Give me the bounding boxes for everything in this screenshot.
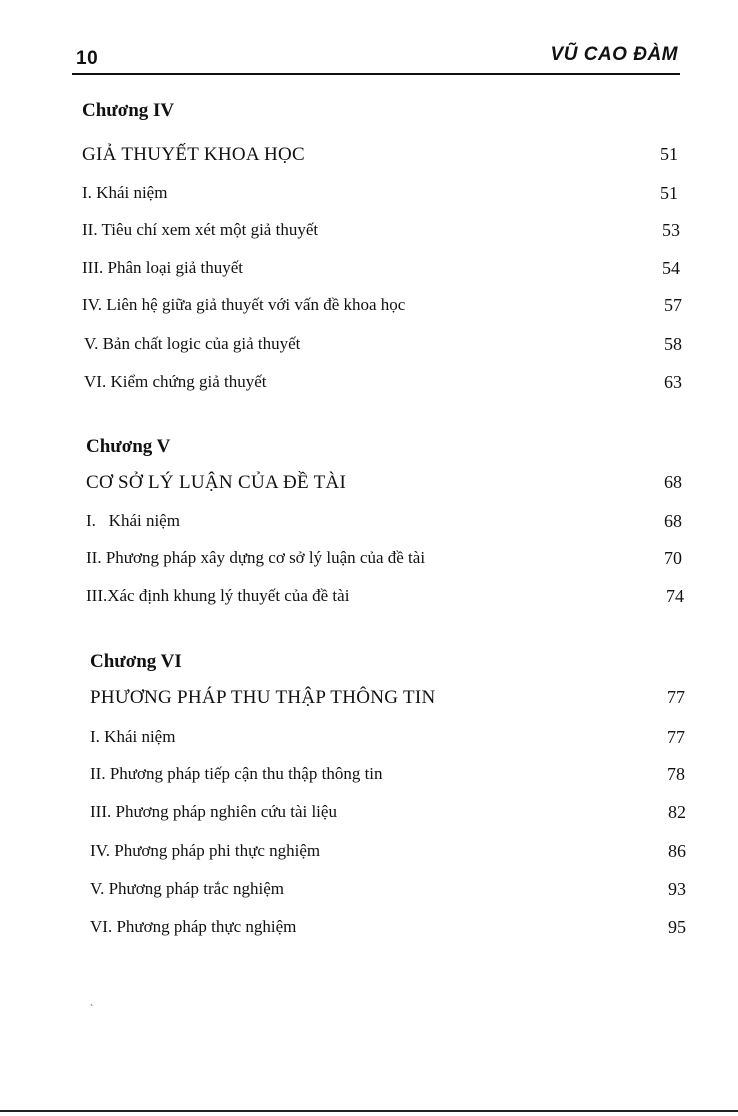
toc-page-number: 68 [664,511,682,531]
toc-page-number: 95 [668,917,686,937]
toc-entry[interactable]: I. Khái niệm 68 [86,511,682,531]
toc-page-number: 54 [662,258,680,278]
toc-entry[interactable]: V. Bản chất logic của giả thuyết 58 [84,334,682,354]
toc-chapter-title[interactable]: GIẢ THUYẾT KHOA HỌC 51 [82,144,678,165]
toc-chapter-title[interactable]: CƠ SỞ LÝ LUẬN CỦA ĐỀ TÀI 68 [86,472,682,493]
toc-entry[interactable]: III. Phân loại giả thuyết 54 [82,258,680,278]
page-bottom-edge [0,1110,738,1112]
chapter-label: Chương IV [82,100,175,121]
running-head-author: VŨ CAO ĐÀM [550,44,678,65]
toc-page-number: 77 [667,727,685,747]
toc-page-number: 82 [668,802,686,822]
toc-page-number: 78 [667,764,685,784]
toc-page-number: 63 [664,372,682,392]
header-rule [72,73,680,75]
toc-entry[interactable]: V. Phương pháp trắc nghiệm 93 [90,879,686,899]
toc-entry[interactable]: IV. Liên hệ giữa giả thuyết với vấn đề khoa học 57 [82,295,682,315]
toc-entry[interactable]: II. Phương pháp xây dựng cơ sở lý luận của đề tài 70 [86,548,682,568]
toc-page-number: 58 [664,334,682,354]
chapter-label: Chương VI [90,651,182,672]
chapter-label: Chương V [86,436,171,457]
toc-entry[interactable]: III. Phương pháp nghiên cứu tài liệu 82 [90,802,686,822]
toc-entry[interactable]: VI. Phương pháp thực nghiệm 95 [90,917,686,937]
toc-page-number: 51 [660,183,678,203]
toc-entry[interactable]: IV. Phương pháp phi thực nghiệm 86 [90,841,686,861]
toc-page-number: 74 [666,586,684,606]
scan-speck: ` [90,1004,94,1015]
toc-page-number: 57 [664,295,682,315]
toc-entry[interactable]: II. Phương pháp tiếp cận thu thập thông tin 78 [90,764,685,784]
toc-page-number: 77 [667,687,685,707]
page-header [0,0,738,80]
toc-page-number: 68 [664,472,682,492]
page-number: 10 [76,48,99,69]
toc-page-number: 93 [668,879,686,899]
toc-page-number: 70 [664,548,682,568]
toc-page-number: 51 [660,144,678,164]
toc-entry[interactable]: III.Xác định khung lý thuyết của đề tài 74 [86,586,684,606]
toc-entry[interactable]: VI. Kiểm chứng giả thuyết 63 [84,372,682,392]
toc-entry[interactable]: I. Khái niệm 77 [90,727,685,747]
toc-chapter-title[interactable]: PHƯƠNG PHÁP THU THẬP THÔNG TIN 77 [90,687,685,708]
toc-page-number: 86 [668,841,686,861]
toc-page-number: 53 [662,220,680,240]
toc-entry[interactable]: II. Tiêu chí xem xét một giả thuyết 53 [82,220,680,240]
toc-entry[interactable]: I. Khái niệm 51 [82,183,678,203]
